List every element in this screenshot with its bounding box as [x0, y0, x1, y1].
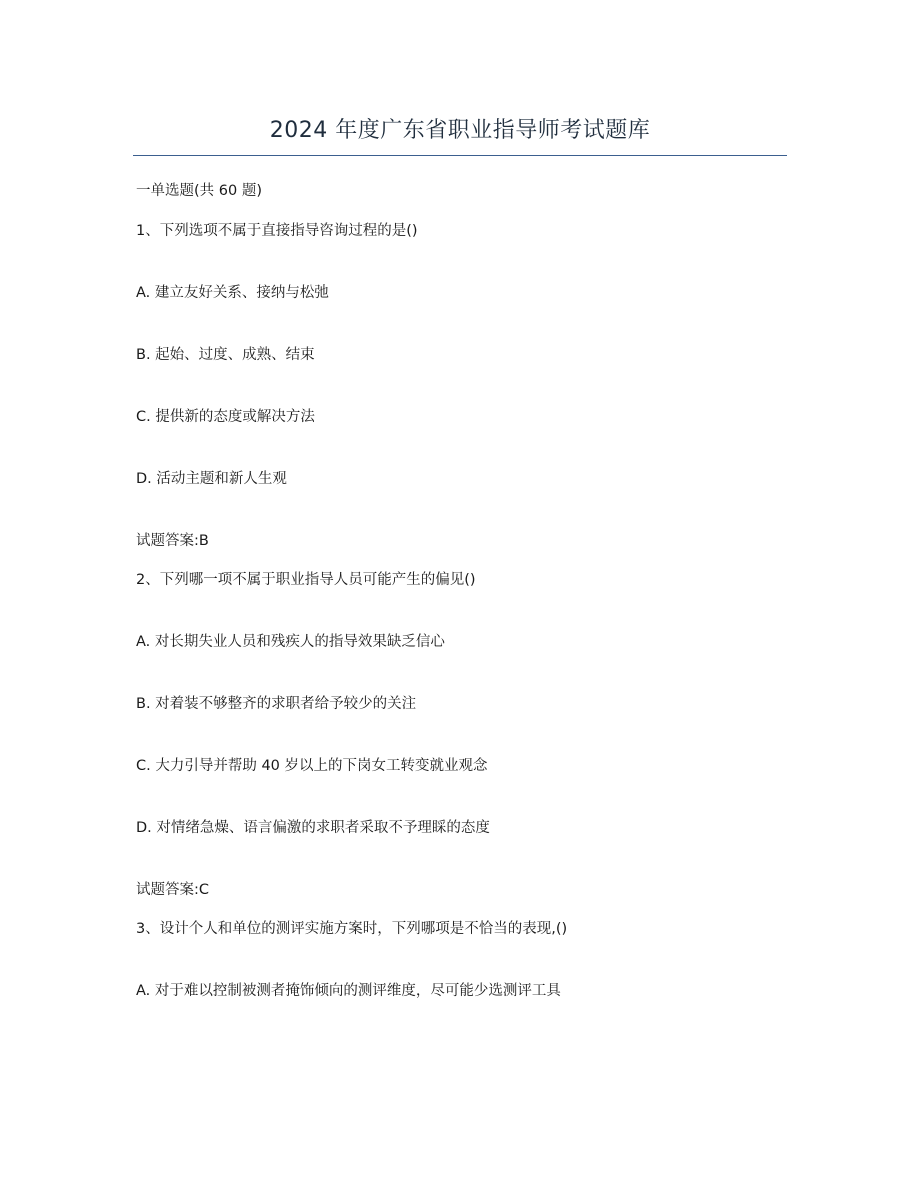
question-1-option-b: B. 起始、过度、成熟、结束 [136, 347, 315, 363]
question-1-stem: 1、下列选项不属于直接指导咨询过程的是() [136, 223, 418, 239]
question-2-option-b: B. 对着装不够整齐的求职者给予较少的关注 [136, 696, 417, 712]
question-2-option-d: D. 对情绪急燥、语言偏激的求职者采取不予理睬的态度 [136, 820, 490, 836]
question-3-stem: 3、设计个人和单位的测评实施方案时，下列哪项是不恰当的表现,() [136, 921, 568, 937]
title-underline [133, 155, 787, 156]
question-1-answer: 试题答案:B [136, 533, 209, 549]
question-2-option-c: C. 大力引导并帮助 40 岁以上的下岗女工转变就业观念 [136, 758, 488, 774]
question-1-option-c: C. 提供新的态度或解决方法 [136, 409, 315, 425]
question-1-option-d: D. 活动主题和新人生观 [136, 471, 287, 487]
question-1-option-a: A. 建立友好关系、接纳与松弛 [136, 285, 329, 301]
document-title: 2024 年度广东省职业指导师考试题库 [269, 118, 651, 143]
question-3-option-a: A. 对于难以控制被测者掩饰倾向的测评维度，尽可能少选测评工具 [136, 983, 561, 999]
question-2-answer: 试题答案:C [136, 882, 210, 898]
question-2-option-a: A. 对长期失业人员和残疾人的指导效果缺乏信心 [136, 634, 445, 650]
section-heading: 一单选题(共 60 题) [136, 183, 262, 199]
question-2-stem: 2、下列哪一项不属于职业指导人员可能产生的偏见() [136, 572, 476, 588]
